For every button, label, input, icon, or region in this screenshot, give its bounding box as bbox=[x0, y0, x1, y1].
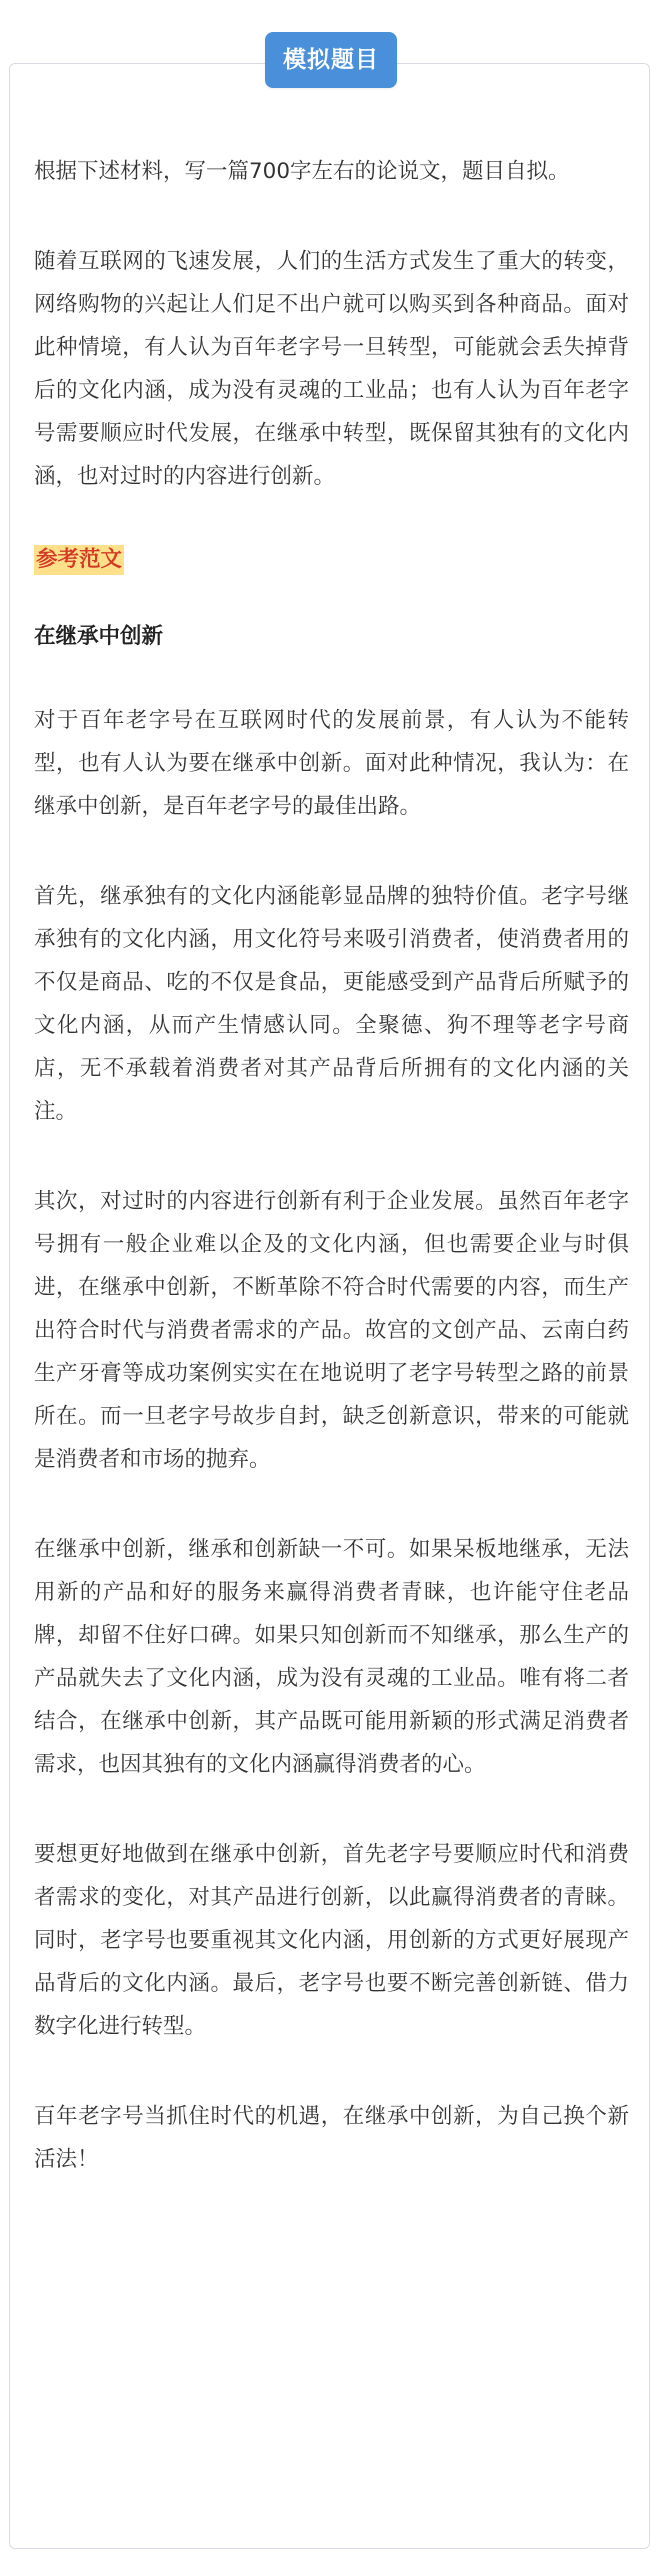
essay-paragraph: 其次，对过时的内容进行创新有利于企业发展。虽然百年老字号拥有一般企业难以企及的文化内涵，但也需要企业与时俱进，在继承中创新，不断革除不符合时代需要的内容，而生产出符合时代与消费者需求的产品。故宫的文创产品、云南白药生产牙膏等成功案例实实在在地说明了老字号转型之路的前景所在。而一旦老字号故步自封，缺乏创新意识，带来的可能就是消费者和市场的抛弃。 bbox=[34, 1189, 629, 1472]
article-content bbox=[34, 150, 629, 2228]
section-title-badge: 模拟题目 bbox=[265, 32, 397, 88]
prompt-instruction: 根据下述材料，写一篇700字左右的论说文，题目自拟。 bbox=[34, 159, 570, 184]
essay-title: 在继承中创新 bbox=[34, 624, 164, 649]
prompt-material: 随着互联网的飞速发展，人们的生活方式发生了重大的转变，网络购物的兴起让人们足不出户就可以购买到各种商品。面对此种情境，有人认为百年老字号一旦转型，可能就会丢失掉背后的文化内涵，成为没有灵魂的工业品；也有人认为百年老字号需要顺应时代发展，在继承中转型，既保留其独有的文化内涵，也对过时的内容进行创新。 bbox=[34, 249, 629, 489]
essay-paragraph: 要想更好地做到在继承中创新，首先老字号要顺应时代和消费者需求的变化，对其产品进行创新，以此赢得消费者的青睐。同时，老字号也要重视其文化内涵，用创新的方式更好展现产品背后的文化内涵。最后，老字号也要不断完善创新链、借力数字化进行转型。 bbox=[34, 1842, 629, 2039]
essay-paragraph: 百年老字号当抓住时代的机遇，在继承中创新，为自己换个新活法！ bbox=[34, 2104, 629, 2172]
essay-paragraph: 在继承中创新，继承和创新缺一不可。如果呆板地继承，无法用新的产品和好的服务来赢得消费者青睐，也许能守住老品牌，却留不住好口碑。如果只知创新而不知继承，那么生产的产品就失去了文化内涵，成为没有灵魂的工业品。唯有将二者结合，在继承中创新，其产品既可能用新颖的形式满足消费者需求，也因其独有的文化内涵赢得消费者的心。 bbox=[34, 1537, 629, 1777]
essay-paragraph: 首先，继承独有的文化内涵能彰显品牌的独特价值。老字号继承独有的文化内涵，用文化符号来吸引消费者，使消费者用的不仅是商品、吃的不仅是食品，更能感受到产品背后所赋予的文化内涵，从而产生情感认同。全聚德、狗不理等老字号商店，无不承载着消费者对其产品背后所拥有的文化内涵的关注。 bbox=[34, 884, 629, 1124]
essay-paragraph: 对于百年老字号在互联网时代的发展前景，有人认为不能转型，也有人认为要在继承中创新。面对此种情况，我认为：在继承中创新，是百年老字号的最佳出路。 bbox=[34, 708, 629, 819]
reference-essay-label: 参考范文 bbox=[34, 545, 124, 575]
